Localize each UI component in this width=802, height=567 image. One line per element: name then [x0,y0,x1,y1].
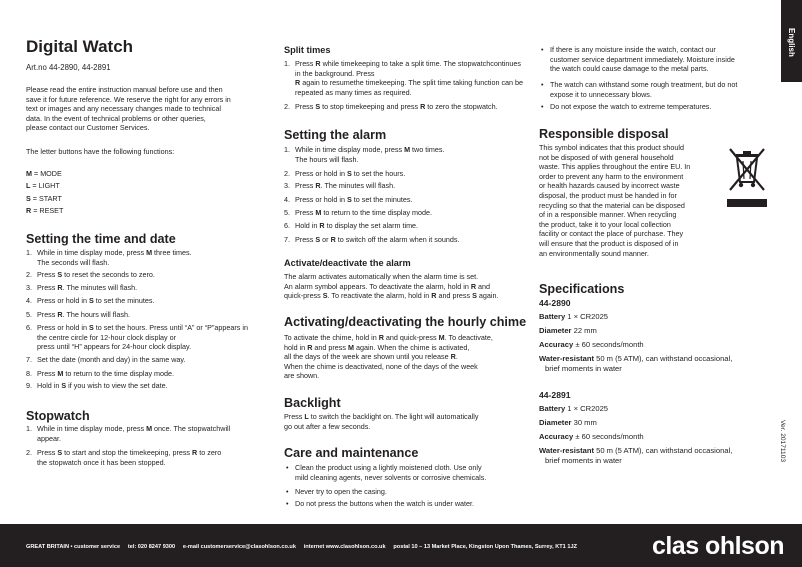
footer-region: GREAT BRITAIN • customer service [26,544,121,550]
spec-row [539,354,774,374]
text-line: hold in R and press M again. When the chime is activated, [284,342,470,352]
step-text: Hold in R to display the set alarm time. [295,221,419,230]
crossed-bin-icon [727,146,767,208]
text-line: the product, take it to your local collection [539,219,671,229]
button-key: S [346,169,352,178]
text-line: The alarm activates automatically when the alarm time is set. [284,272,479,281]
spec-model [539,298,774,374]
button-key: R [420,102,426,111]
bullet-text: Clean the product using a lightly moistened cloth. Use only mild cleaning agents, never solvents or corrosive chemicals. [295,463,487,482]
bullet-dot: • [286,463,289,472]
button-legend-item: M = MODE [26,169,62,178]
spec-row [539,432,774,442]
text-line: will ensure that the product is disposed of in [539,238,679,248]
button-key: R [431,291,437,301]
button-key: S [315,102,321,111]
step-number: 1. [284,145,290,154]
spec-label: Accuracy [539,432,574,441]
step-item [284,208,524,218]
spec-value: ± 60 seconds/month [575,340,644,349]
button-key: M [347,342,354,352]
alarm-toggle-text [284,272,498,301]
button-legend-item: S = START [26,193,62,203]
button-key: M [146,424,153,433]
bullet-dot: • [286,499,289,508]
spec-value: 50 m (5 ATM), can withstand occasional, [596,354,733,363]
intro-line: save it for future reference. We reserve the right for any errors in [26,94,231,104]
step-text: Press M to return to the time display mode. [37,369,175,378]
spec-label: Accuracy [539,340,574,349]
spec-value: 50 m (5 ATM), can withstand occasional, [596,446,733,455]
language-tab [781,0,802,82]
step-text: Press or hold in S to set the minutes. [37,296,155,305]
step-text: Hold in S if you wish to view the set date. [37,381,168,390]
step-text: While in time display mode, press M once. The stopwatchwill appear. [37,424,231,443]
brand-logo: clas ohlson [651,532,784,560]
text-line: disposal, the product must be handed in for [539,190,677,200]
step-number: 2. [26,270,32,279]
button-key: R [26,205,32,215]
step-item [26,323,256,352]
text-line: or health hazards caused by incorrect waste [539,181,680,191]
page-title: Digital Watch [26,37,134,56]
spec-label: Water-resistant [539,354,594,363]
care-bullet [284,463,524,482]
bullet-text: Never try to open the casing. [295,487,387,496]
button-key: L [304,412,309,421]
step-text: Press S to reset the seconds to zero. [37,270,155,279]
spec-row [539,404,774,414]
step-number: 1. [26,424,32,433]
step-number: 3. [26,283,32,292]
step-number: 1. [284,59,290,68]
heading-care: Care and maintenance [284,446,419,460]
spec-value: 22 mm [573,326,597,335]
intro-line: data. In the event of technical problems or other queries, [26,113,206,123]
step-item [284,181,524,191]
step-text: Press S to start and stop the timekeeping, press R to zero the stopwatch once it has been stopped. [37,448,222,467]
version-label: Ver. 20171103 [779,420,786,463]
button-key: R [57,310,63,319]
step-item [26,448,256,467]
step-number: 2. [26,448,32,457]
care-bullet [539,102,779,112]
step-number: 6. [26,323,32,332]
button-key: R [57,283,63,292]
text-line: facility or contact the place of purchase. They [539,229,684,239]
step-number: 5. [284,208,290,217]
button-key: L [26,181,31,191]
step-item [26,424,256,443]
spec-value: 30 mm [573,418,597,427]
button-key: M [315,208,322,217]
spec-model-number: 44-2890 [539,298,571,308]
heading-alarm-toggle: Activate/deactivate the alarm [284,258,411,268]
text-line: This symbol indicates that this product should [539,143,685,152]
button-key: S [88,296,94,305]
spec-model-number: 44-2891 [539,390,571,400]
step-number: 4. [26,296,32,305]
step-item [284,145,524,164]
intro-text [26,85,231,133]
step-text: Press M to return to the time display mode. [295,208,433,217]
text-line: order to prevent any harm to the environment [539,171,684,181]
spec-value: ± 60 seconds/month [575,432,644,441]
step-item [26,310,256,320]
footer-email[interactable]: e-mail customerservice@clasohlson.co.uk [182,544,296,550]
button-key: S [88,323,94,332]
step-number: 8. [26,369,32,378]
footer-internet[interactable]: internet www.clasohlson.co.uk [303,544,386,550]
step-number: 6. [284,221,290,230]
heading-disposal: Responsible disposal [539,127,669,141]
button-key: S [322,291,328,301]
step-text: While in time display mode, press M three times. The seconds will flash. [37,248,192,267]
bullet-dot: • [541,45,544,54]
text-line: are shown. [284,371,320,381]
disposal-text [539,143,690,258]
bullet-text: Do not expose the watch to extreme temperatures. [550,102,712,111]
button-key: M [26,169,32,178]
button-key: M [438,333,445,342]
spec-label: Battery [539,312,566,321]
button-key: S [315,235,321,244]
spec-row [539,418,774,428]
step-item [284,235,524,245]
button-key: R [307,342,313,352]
footer-contact [26,544,577,550]
spec-label: Battery [539,404,566,413]
heading-split-times: Split times [284,45,331,55]
text-line: not be disposed of with general household [539,152,674,162]
step-text: Set the date (month and day) in the same way. [37,355,186,364]
step-number: 1. [26,248,32,257]
step-number: 5. [26,310,32,319]
spec-row [539,340,774,350]
button-key: R [450,352,456,362]
spec-row [539,446,774,466]
language-label: English [787,28,796,57]
step-item [284,195,524,205]
footer-tel: tel: 020 8247 9300 [127,544,176,550]
heading-alarm: Setting the alarm [284,128,387,142]
step-number: 7. [284,235,290,244]
step-item [284,59,524,97]
step-text: Press or hold in S to set the minutes. [295,195,413,204]
step-text: Press R. The hours will flash. [37,310,130,319]
spec-label: Water-resistant [539,446,594,455]
spec-value: brief moments in water [545,364,622,373]
button-key: S [346,195,352,204]
footer [0,524,802,567]
heading-backlight: Backlight [284,396,341,410]
text-line: When the chime is deactivated, none of the days of the week [284,361,478,371]
spec-row [539,312,774,322]
step-item [26,355,256,365]
text-line: all the days of the week are shown until you release R. [284,352,458,362]
step-text: Press S to stop timekeeping and press R to zero the stopwatch. [295,102,498,111]
button-key: R [315,59,321,68]
bullet-dot: • [541,102,544,111]
intro-line: Please read the entire instruction manual before use and then [26,85,223,94]
button-key: R [470,281,477,291]
step-item [284,169,524,179]
heading-setting-time: Setting the time and date [26,232,176,246]
care-bullet [284,487,524,497]
text-line: Press L to switch the backlight on. The light will automatically [284,412,479,421]
step-text: Press R while timekeeping to take a split time. The stopwatchcontinues in the background. Press R again to resumethe timekeeping. The split time taking function can be repeated as many times as required. [295,59,524,97]
bullet-dot: • [286,487,289,496]
step-item [26,381,256,391]
step-item [26,248,256,267]
text-line: To activate the chime, hold in R and quick-press M. To deactivate, [284,333,493,342]
button-key: S [472,291,477,301]
spec-model [539,390,774,466]
button-key: R [319,221,325,230]
heading-specifications: Specifications [539,282,625,296]
step-number: 2. [284,102,290,111]
button-key: M [146,248,153,257]
step-text: Press S or R to switch off the alarm when it sounds. [295,235,460,244]
care-bullet [284,499,524,509]
step-text: Press R. The minutes will flash. [295,181,396,190]
text-line: an environmentally sound manner. [539,248,649,258]
step-item [26,369,256,379]
intro-line: text or images and any necessary changes made to technical [26,104,221,114]
bullet-text: If there is any moisture inside the watch, contact our customer service department immediately. Moisture inside the watch could cause damage to the metal parts. [550,45,735,74]
step-item [26,270,256,280]
step-item [284,221,524,231]
step-number: 2. [284,169,290,178]
button-key: R [330,235,336,244]
heading-chime: Activating/deactivating the hourly chime [284,315,527,329]
spec-row [539,326,774,336]
button-key: R [192,448,198,457]
step-text: Press or hold in S to set the hours. Press until “A” or “P”appears in the centre circle for 12-hour clock display or press until “H” appears for 24-hour clock display. [37,323,248,352]
footer-postal: postal 10 – 13 Market Place, Kingston Upon Thames, Surrey, KT1 1JZ [393,544,577,550]
button-key: R [378,333,384,342]
bullet-dot: • [541,80,544,89]
button-legend [26,168,63,217]
heading-stopwatch: Stopwatch [26,409,90,423]
step-text: Press R. The minutes will flash. [37,283,138,292]
bullet-text: The watch can withstand some rough treatment, but do not expose it to unnecessary blows. [550,80,738,99]
intro-line: please contact our Customer Services. [26,123,150,133]
button-key: R [295,78,301,88]
care-bullet [539,80,779,99]
button-key: R [315,181,321,190]
text-line: recycling so that the material can be disposed [539,200,685,210]
step-text: While in time display mode, press M two times. The hours will flash. [295,145,445,164]
button-key: S [26,193,31,203]
text-line: of in a responsible manner. When recycling [539,210,677,220]
step-number: 3. [284,181,290,190]
button-key: S [57,270,63,279]
step-item [284,102,524,112]
button-legend-item: R = RESET [26,205,64,215]
spec-value: brief moments in water [545,456,622,465]
button-key: S [61,381,67,390]
chime-text [284,333,493,381]
bullet-text: Do not press the buttons when the watch is under water. [295,499,474,508]
spec-label: Diameter [539,418,572,427]
step-number: 9. [26,381,32,390]
article-number: Art.no 44-2890, 44-2891 [26,63,111,72]
spec-value: 1 × CR2025 [567,312,609,321]
text-line: go out after a few seconds. [284,421,371,431]
care-bullet [539,45,779,74]
button-key: S [57,448,63,457]
button-key: M [57,369,64,378]
backlight-text [284,412,478,431]
text-line: quick-press S. To reactivate the alarm, hold in R and press S again. [284,291,499,301]
step-item [26,283,256,293]
step-number: 7. [26,355,32,364]
text-line: waste. This applies throughout the entire EU. In [539,162,691,172]
button-key: M [404,145,411,154]
text-line: An alarm symbol appears. To deactivate the alarm, hold in R and [284,281,491,291]
step-number: 4. [284,195,290,204]
button-legend-item: L = LIGHT [26,181,60,191]
spec-label: Diameter [539,326,572,335]
letter-buttons-intro: The letter buttons have the following functions: [26,147,175,156]
step-text: Press or hold in S to set the hours. [295,169,406,178]
step-item [26,296,256,306]
spec-value: 1 × CR2025 [567,404,609,413]
